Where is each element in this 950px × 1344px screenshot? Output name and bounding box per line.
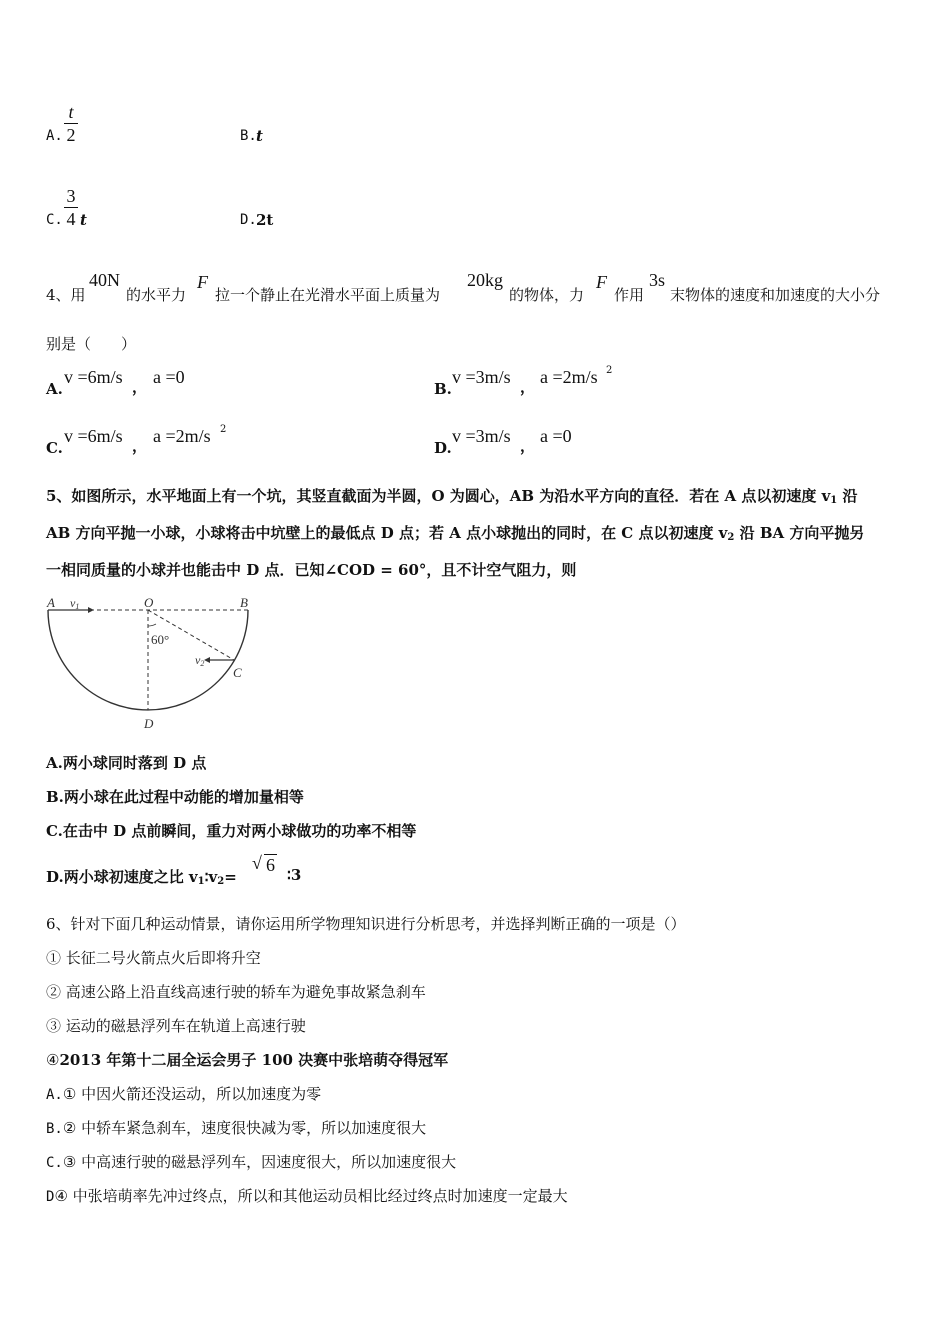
option-c-fraction: 3 4 bbox=[64, 186, 78, 229]
q5-stem-line3: 一相同质量的小球并也能击中 D 点．已知∠COD = 60°，且不计空气阻力，则 bbox=[46, 561, 577, 579]
q4-option-b-label: B. bbox=[434, 380, 452, 398]
q4-option-b-acceleration: a =2m/s bbox=[540, 367, 598, 387]
q4-option-a-velocity: v =6m/s bbox=[64, 367, 123, 387]
q4-stem-part: 末物体的速度和加速度的大小分 bbox=[670, 286, 881, 304]
sqrt-icon: √ bbox=[252, 853, 262, 873]
q4-stem-line2: 别是（ ） bbox=[46, 335, 137, 353]
q5-option-d: D.两小球初速度之比 $v_1∶v_2=$ bbox=[46, 868, 237, 887]
option-b-value: t bbox=[256, 127, 263, 145]
q4-time-value: 3s bbox=[649, 270, 666, 290]
q4-option-b-squared: 2 bbox=[606, 365, 613, 376]
v1-label: v1 bbox=[70, 596, 80, 611]
q4-option-d-acceleration: a =0 bbox=[540, 426, 572, 446]
option-d-value: 2t bbox=[256, 211, 274, 229]
q6-scenario-4: ④2013 年第十二届全运会男子 100 决赛中张培萌夺得冠军 bbox=[46, 1051, 449, 1069]
q4-force-symbol: F bbox=[197, 272, 208, 292]
q4-stem-part: 作用 bbox=[614, 286, 645, 304]
v2-label: v2 bbox=[195, 653, 205, 668]
q4-separator: ， bbox=[132, 437, 148, 455]
q4-option-c-squared: 2 bbox=[220, 424, 227, 435]
v2-arrowhead bbox=[204, 657, 210, 663]
q4-option-a-acceleration: a =0 bbox=[153, 367, 185, 387]
q4-separator: ， bbox=[132, 378, 148, 396]
q5-option-c: C.在击中 D 点前瞬间，重力对两小球做功的功率不相等 bbox=[46, 822, 417, 840]
option-c-variable: t bbox=[80, 211, 87, 229]
option-a-fraction: t 2 bbox=[64, 102, 78, 145]
q4-separator: ， bbox=[520, 378, 536, 396]
q6-option-b: B.② 中轿车紧急刹车，速度很快减为零，所以加速度很大 bbox=[46, 1119, 427, 1137]
q4-option-c-label: C. bbox=[46, 439, 63, 457]
point-d-label: D bbox=[144, 716, 154, 731]
q4-stem-part: 的水平力 bbox=[126, 286, 187, 304]
q4-option-d-velocity: v =3m/s bbox=[452, 426, 511, 446]
q4-option-c-acceleration: a =2m/s bbox=[153, 426, 211, 446]
q4-stem-part: 的物体，力 bbox=[509, 286, 585, 304]
q4-option-a-label: A. bbox=[46, 380, 63, 398]
point-a-label: A bbox=[47, 595, 55, 610]
q6-scenario-2: ② 高速公路上沿直线高速行驶的轿车为避免事故紧急刹车 bbox=[46, 983, 426, 1001]
angle-arc bbox=[148, 624, 156, 626]
q4-force-symbol: F bbox=[596, 272, 607, 292]
q4-option-d-label: D. bbox=[434, 439, 452, 457]
q4-force-value: 40N bbox=[89, 270, 120, 290]
option-b-label: B. bbox=[240, 128, 257, 144]
q4-stem-part: 拉一个静止在光滑水平面上质量为 bbox=[215, 286, 441, 304]
q4-option-b-velocity: v =3m/s bbox=[452, 367, 511, 387]
q6-option-a: A.① 中因火箭还没运动，所以加速度为零 bbox=[46, 1085, 322, 1103]
option-a-label: A. bbox=[46, 128, 63, 144]
q6-stem: 6、针对下面几种运动情景，请你运用所学物理知识进行分析思考，并选择判断正确的一项是（） bbox=[46, 915, 686, 933]
q5-option-a: A.两小球同时落到 D 点 bbox=[46, 754, 207, 772]
q6-option-c: C.③ 中高速行驶的磁悬浮列车，因速度很大，所以加速度很大 bbox=[46, 1153, 457, 1171]
q6-option-d: D④ 中张培萌率先冲过终点，所以和其他运动员相比经过终点时加速度一定最大 bbox=[46, 1187, 568, 1205]
option-c-label: C. bbox=[46, 212, 63, 228]
point-c-label: C bbox=[233, 665, 242, 680]
q4-mass-value: 20kg bbox=[467, 270, 503, 290]
point-o-label: O bbox=[144, 595, 154, 610]
q6-scenario-3: ③ 运动的磁悬浮列车在轨道上高速行驶 bbox=[46, 1017, 306, 1035]
q5-option-d-sqrt: 6 bbox=[266, 855, 275, 875]
v1-arrowhead bbox=[88, 607, 94, 613]
angle-label: 60° bbox=[151, 632, 170, 647]
q4-separator: ， bbox=[520, 437, 536, 455]
q4-option-c-velocity: v =6m/s bbox=[64, 426, 123, 446]
q5-option-b: B.两小球在此过程中动能的增加量相等 bbox=[46, 788, 304, 806]
q5-semicircle-figure bbox=[40, 592, 265, 732]
option-d-label: D. bbox=[240, 212, 257, 228]
q5-stem-line2: AB 方向平抛一小球，小球将击中坑壁上的最低点 D 点；若 A 点小球抛出的同时，在 C 点以初速度 $v_2$ 沿 BA 方向平抛另 bbox=[46, 524, 865, 543]
q5-option-d-ratio-end: ∶3 bbox=[287, 866, 302, 884]
point-b-label: B bbox=[240, 595, 248, 610]
q4-stem-part: 4、用 bbox=[46, 286, 86, 304]
q6-scenario-1: ① 长征二号火箭点火后即将升空 bbox=[46, 949, 261, 967]
q5-stem-line1: 5、如图所示，水平地面上有一个坑，其竖直截面为半圆，O 为圆心，AB 为沿水平方向的直径．若在 A 点以初速度 $v_1$ 沿 bbox=[46, 487, 858, 506]
